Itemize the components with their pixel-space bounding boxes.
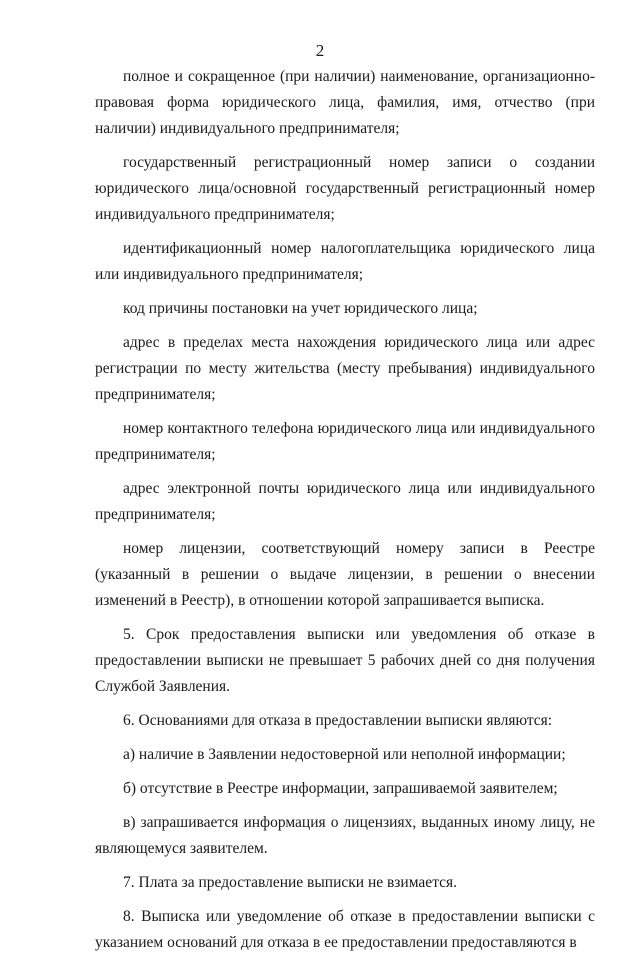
- paragraph-section-6b: б) отсутствие в Реестре информации, запрашиваемой заявителем;: [123, 780, 558, 797]
- paragraph-section-6a: а) наличие в Заявлении недостоверной или неполной информации;: [123, 746, 566, 763]
- paragraph-section-6v: в) запрашивается информация о лицензиях, выданных иному лицу, не являющемуся заявителем.: [95, 814, 595, 857]
- paragraph-name-legal-form: полное и сокращенное (при наличии) наименование, организационно-правовая форма юридического лица, фамилия, имя, отчество (при наличии) индивидуального предпринимателя;: [95, 68, 595, 137]
- paragraph-address: адрес в пределах места нахождения юридического лица или адрес регистрации по месту жительства (месту пребывания) индивидуального предпринимателя;: [95, 334, 595, 403]
- paragraph-registration-number: государственный регистрационный номер записи о создании юридического лица/основной государственный регистрационный номер индивидуального предпринимателя;: [95, 154, 595, 223]
- paragraph-section-5: 5. Срок предоставления выписки или уведомления об отказе в предоставлении выписки не превышает 5 рабочих дней со дня получения Службой Заявления.: [95, 626, 595, 695]
- document-body: [95, 64, 595, 956]
- paragraph-phone-number: номер контактного телефона юридического лица или индивидуального предпринимателя;: [95, 420, 595, 463]
- paragraph-taxpayer-id: идентификационный номер налогоплательщика юридического лица или индивидуального предпринимателя;: [95, 240, 595, 283]
- paragraph-registration-reason-code: код причины постановки на учет юридического лица;: [123, 300, 478, 317]
- paragraph-section-6: 6. Основаниями для отказа в предоставлении выписки являются:: [123, 712, 553, 729]
- paragraph-section-8: 8. Выписка или уведомление об отказе в предоставлении выписки с указанием оснований для отказа в ее предоставлении предоставляются в: [95, 908, 595, 951]
- paragraph-email-address: адрес электронной почты юридического лица или индивидуального предпринимателя;: [95, 480, 595, 523]
- paragraph-license-number: номер лицензии, соответствующий номеру записи в Реестре (указанный в решении о выдаче лицензии, в решении о внесении изменений в Реестр), в отношении которой запрашивается выписка.: [95, 540, 595, 609]
- paragraph-section-7: 7. Плата за предоставление выписки не взимается.: [123, 874, 458, 891]
- page-number: 2: [315, 41, 325, 60]
